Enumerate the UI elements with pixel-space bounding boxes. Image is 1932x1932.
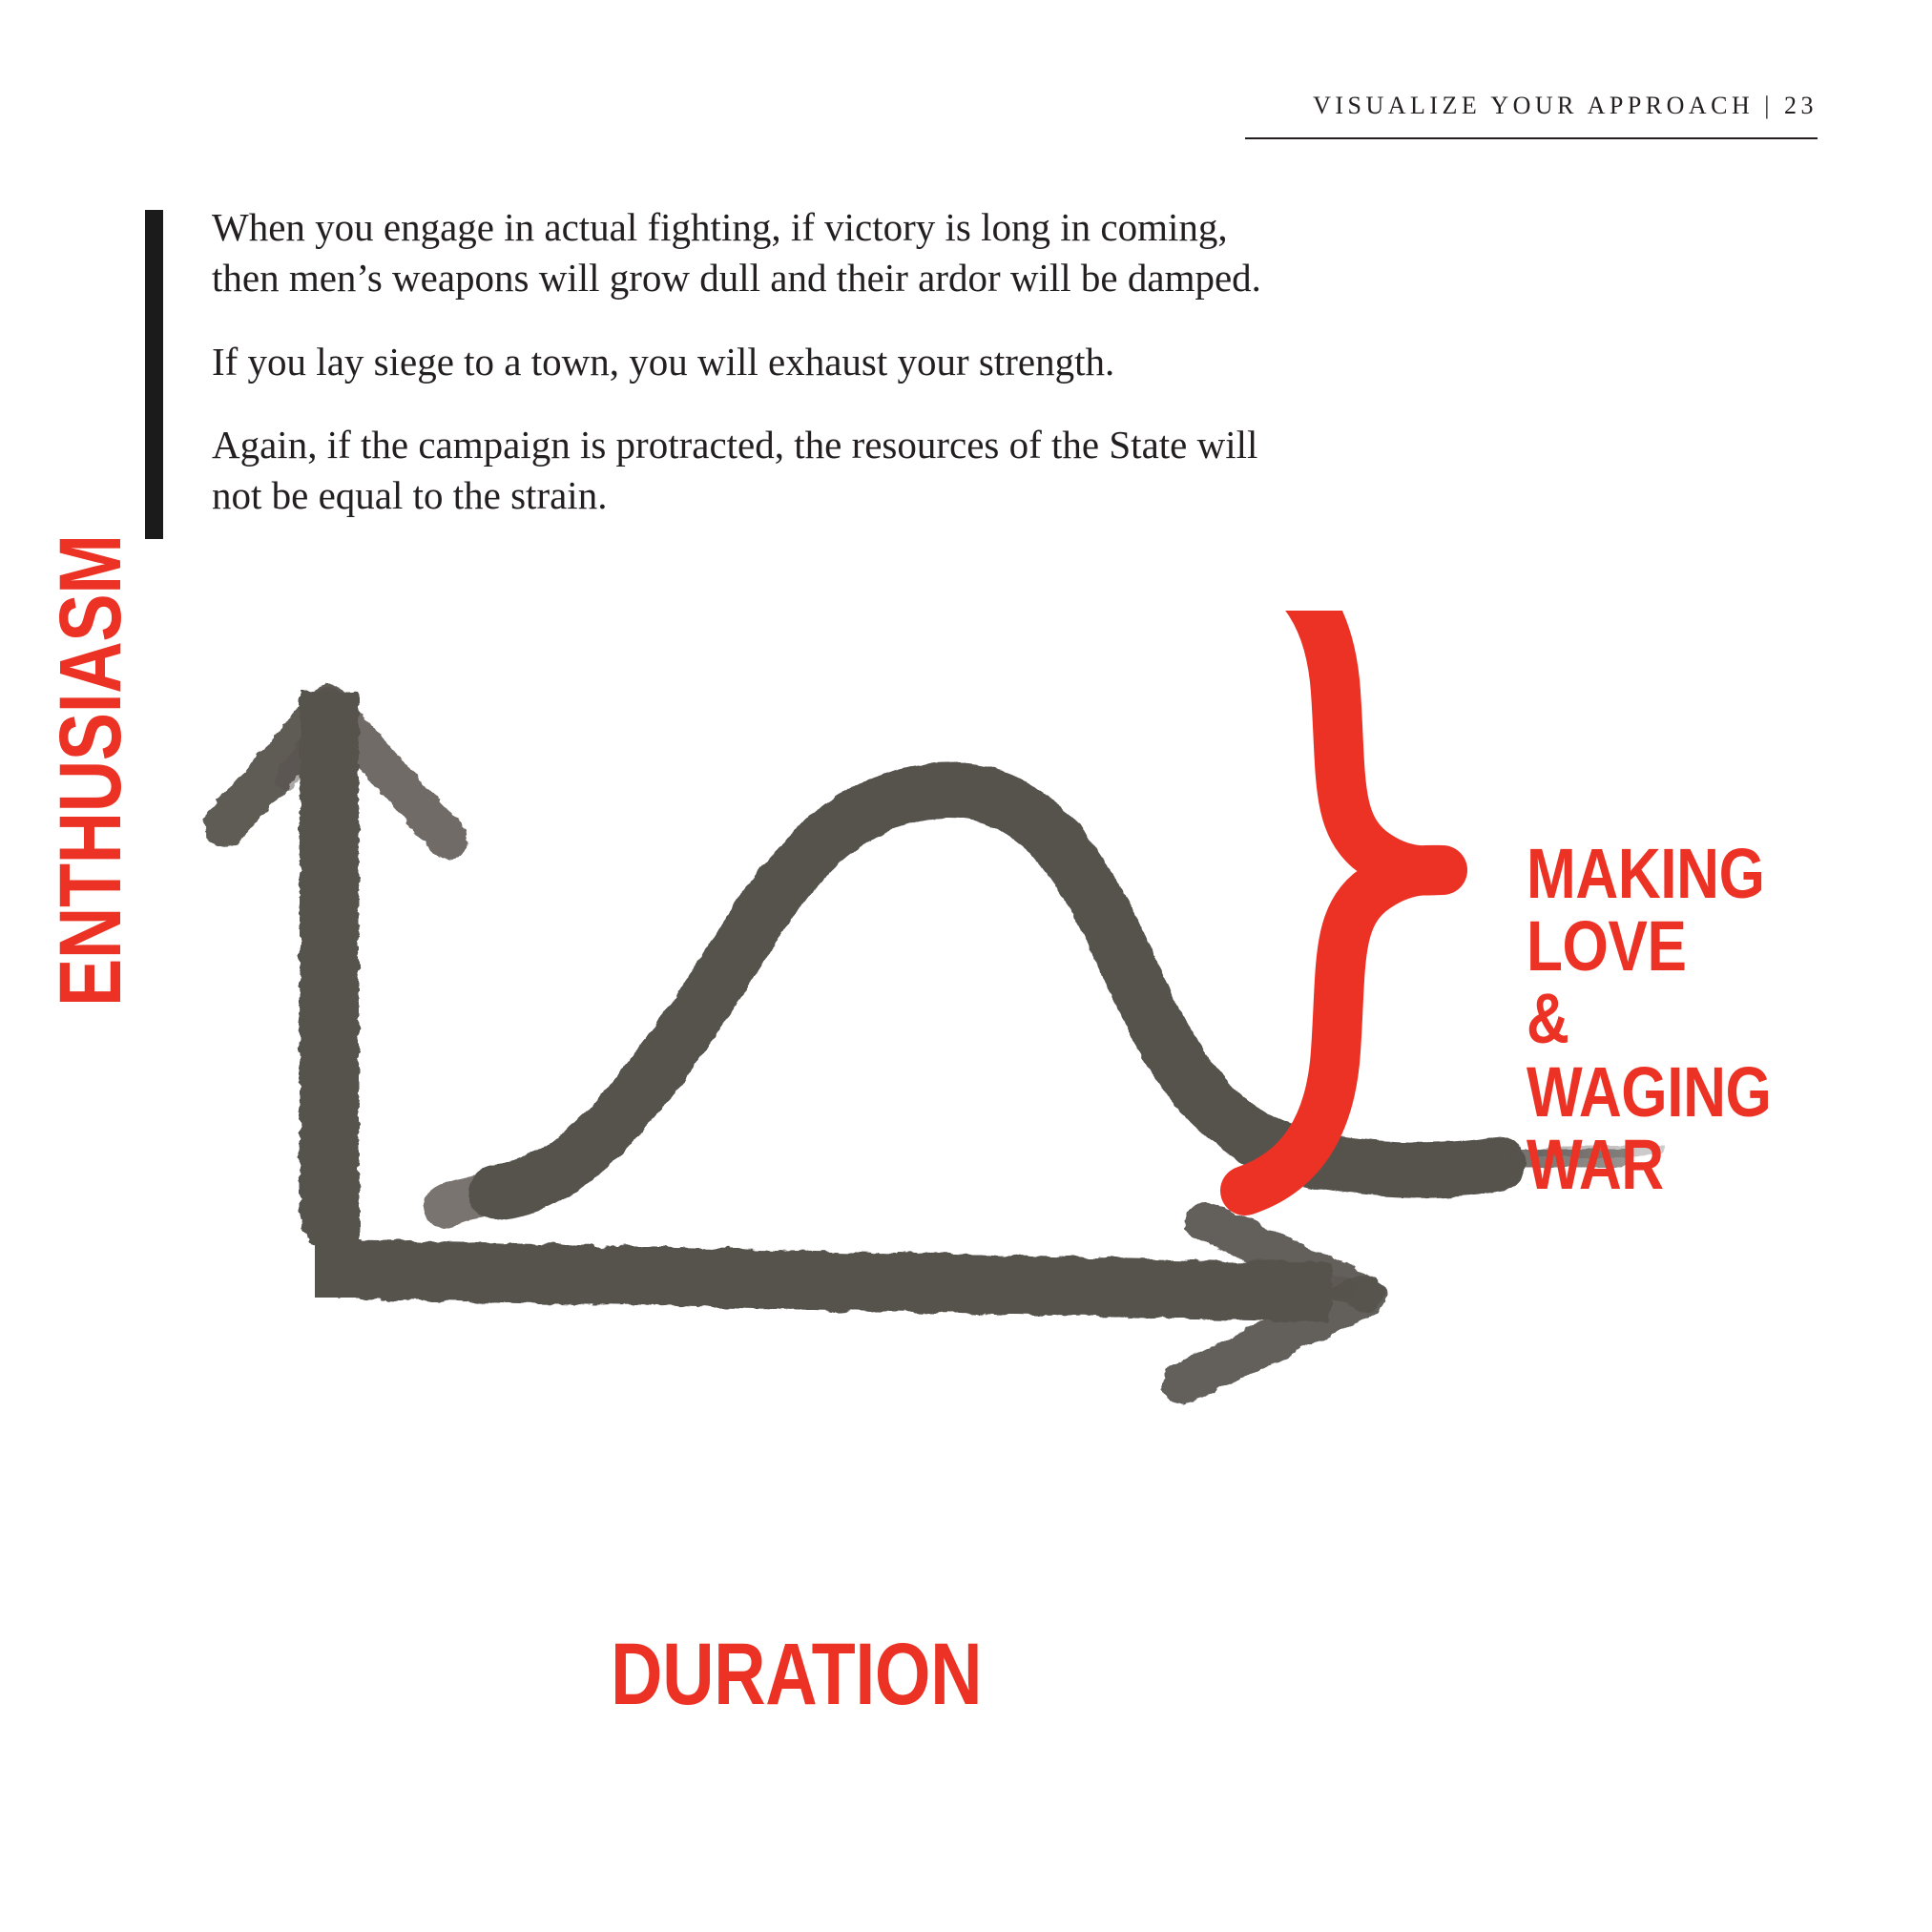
quote-paragraph: If you lay siege to a town, you will exhaust your strength. — [212, 339, 1115, 384]
y-axis-arrow — [225, 692, 448, 1221]
brace-annotation-line: WAR — [1527, 1124, 1664, 1204]
quote-paragraph: Again, if the campaign is protracted, the resources of the State will not be equal to the strain. — [212, 422, 1258, 518]
brace-annotation — [1527, 834, 1772, 1204]
brace-annotation-line: WAGING — [1527, 1051, 1772, 1132]
data-curve — [447, 790, 1655, 1206]
red-brace — [1245, 611, 1443, 1191]
running-header — [1245, 92, 1818, 139]
quote-paragraph: When you engage in actual fighting, if victory is long in coming, then men’s weapons will grow dull and their ardor will be damped. — [212, 205, 1261, 301]
brace-annotation-line: MAKING — [1527, 834, 1765, 913]
quote-block — [145, 202, 1290, 521]
x-axis-label: DURATION — [611, 1626, 983, 1723]
brace-annotation-line: LOVE — [1527, 906, 1687, 987]
y-axis-label: ENTHUSIASM — [42, 534, 139, 1007]
header-rule — [1245, 137, 1818, 139]
x-axis-arrow — [339, 1221, 1364, 1383]
running-header-text: VISUALIZE YOUR APPROACH | 23 — [1313, 92, 1818, 119]
brace-annotation-line: & — [1527, 979, 1569, 1059]
quote-accent-bar — [145, 210, 163, 539]
